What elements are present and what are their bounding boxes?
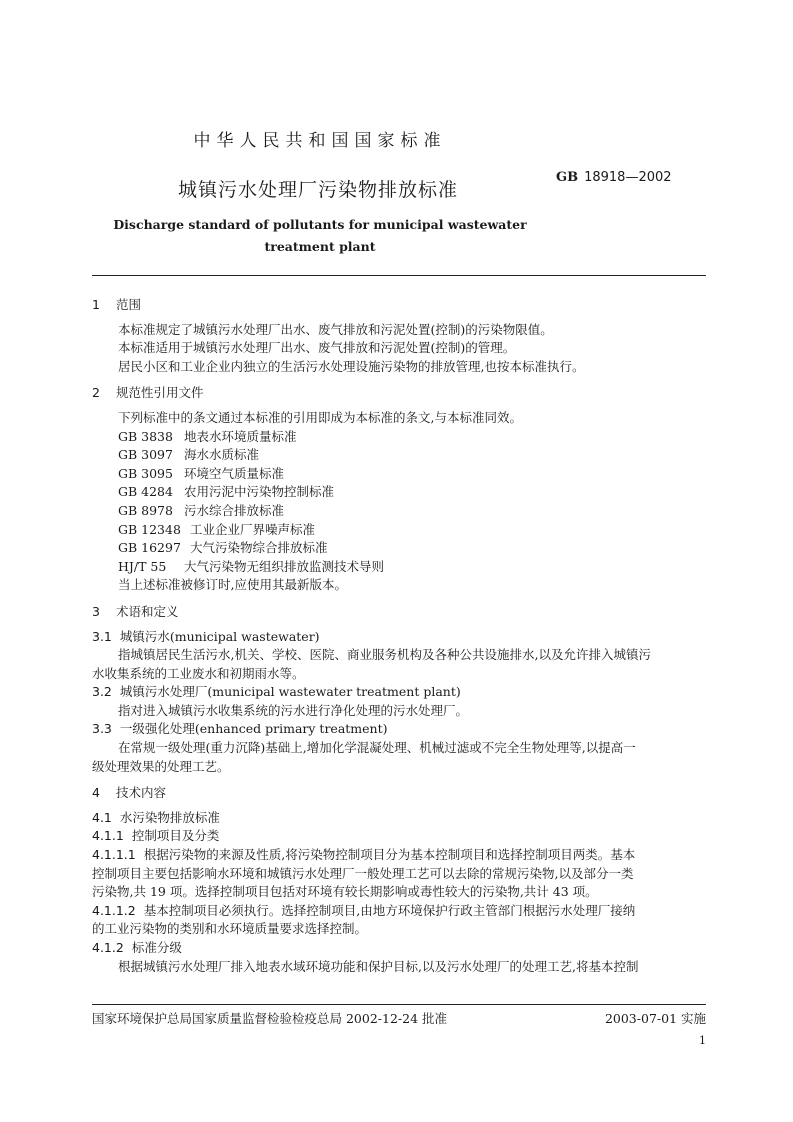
standard-title-en <box>0 214 640 258</box>
term-heading <box>92 720 706 739</box>
clause-text: 基本控制项目必须执行。选择控制项目,由地方环境保护行政主管部门根据污水处理厂接纳 <box>143 902 636 918</box>
reference-code: GB 3095 <box>118 465 173 481</box>
term-number: 3.3 <box>92 721 112 737</box>
standard-code-prefix: GB <box>556 170 579 185</box>
paragraph: 的工业污染物的类别和水环境质量要求选择控制。 <box>92 921 368 937</box>
reference-name: 大气污染物无组织排放监测技术导则 <box>184 558 385 574</box>
document-body <box>92 296 706 976</box>
paragraph: 本标准适用于城镇污水处理厂出水、废气排放和污泥处置(控制)的管理。 <box>118 340 516 356</box>
reference-name: 大气污染物综合排放标准 <box>190 540 328 556</box>
title-en-line-1: Discharge standard of pollutants for municipal wastewater <box>113 217 527 232</box>
approval-note: 国家环境保护总局国家质量监督检验检疫总局 2002-12-24 批准 <box>92 1011 448 1026</box>
reference-item <box>92 502 706 521</box>
header-divider <box>92 275 706 276</box>
clause-title: 水污染物排放标准 <box>119 809 220 825</box>
reference-name: 环境空气质量标准 <box>184 465 285 481</box>
reference-item <box>92 521 706 540</box>
section-number: 2 <box>92 385 100 401</box>
clause-number: 4.1.1.1 <box>92 847 136 863</box>
reference-code: GB 3838 <box>118 428 173 444</box>
reference-name: 农用污泥中污染物控制标准 <box>184 484 335 500</box>
section-title: 规范性引用文件 <box>116 385 204 401</box>
paragraph: 居民小区和工业企业内独立的生活污水处理设施污染物的排放管理,也按本标准执行。 <box>118 358 585 374</box>
paragraph: 本标准规定了城镇污水处理厂出水、废气排放和污泥处置(控制)的污染物限值。 <box>118 321 553 337</box>
reference-item <box>92 465 706 484</box>
reference-item <box>92 539 706 558</box>
section-heading <box>92 384 706 403</box>
clause-title: 标准分级 <box>131 940 182 955</box>
paragraph: 级处理效果的处理工艺。 <box>92 758 230 774</box>
clause-number: 4.1 <box>92 809 112 825</box>
reference-name: 工业企业厂界噪声标准 <box>190 521 316 537</box>
clause-number: 4.1.2 <box>92 940 124 955</box>
clause-number: 4.1.1 <box>92 828 124 844</box>
paragraph: 在常规一级处理(重力沉降)基础上,增加化学混凝处理、机械过滤或不完全生物处理等,以提高一 <box>118 740 636 756</box>
reference-code: GB 4284 <box>118 484 173 500</box>
reference-code: GB 16297 <box>118 540 181 556</box>
term-title: 城镇污水处理厂(municipal wastewater treatment plant) <box>119 684 461 700</box>
section-title: 技术内容 <box>116 785 167 801</box>
paragraph: 下列标准中的条文通过本标准的引用即成为本标准的条文,与本标准同效。 <box>118 409 522 425</box>
reference-name: 海水水质标准 <box>184 447 260 463</box>
paragraph: 根据城镇污水处理厂排入地表水域环境功能和保护目标,以及污水处理厂的处理工艺,将基本控制 <box>118 958 639 974</box>
paragraph: 指对进入城镇污水收集系统的污水进行净化处理的污水处理厂。 <box>118 702 469 718</box>
clause-heading <box>92 809 706 828</box>
reference-code: GB 3097 <box>118 447 173 463</box>
term-heading <box>92 683 706 702</box>
clause-paragraph <box>92 902 706 921</box>
term-title: 城镇污水(municipal wastewater) <box>119 628 320 644</box>
paragraph: 污染物,共 19 项。选择控制项目包括对环境有较长期影响或毒性较大的污染物,共计 43 项。 <box>92 884 598 900</box>
reference-item <box>92 558 706 577</box>
term-title: 一级强化处理(enhanced primary treatment) <box>119 721 388 737</box>
clause-text: 根据污染物的来源及性质,将污染物控制项目分为基本控制项目和选择控制项目两类。基本 <box>143 847 636 863</box>
paragraph: 指城镇居民生活污水,机关、学校、医院、商业服务机构及各种公共设施排水,以及允许排入城镇污 <box>118 647 651 663</box>
reference-name: 地表水环境质量标准 <box>184 428 297 444</box>
clause-heading <box>92 827 706 846</box>
clause-paragraph <box>92 846 706 865</box>
standard-code <box>556 170 672 185</box>
section-title: 术语和定义 <box>116 603 179 619</box>
section-title: 范围 <box>116 297 142 312</box>
section-number: 3 <box>92 603 100 619</box>
clause-number: 4.1.1.2 <box>92 902 136 918</box>
section-heading <box>92 603 706 622</box>
reference-item <box>92 428 706 447</box>
reference-code: GB 8978 <box>118 502 173 518</box>
paragraph: 当上述标准被修订时,应使用其最新版本。 <box>118 577 347 593</box>
footer-divider <box>92 1004 706 1005</box>
title-en-line-2: treatment plant <box>264 239 376 254</box>
section-heading <box>92 296 706 315</box>
standard-code-number: 18918—2002 <box>584 170 672 185</box>
reference-name: 污水综合排放标准 <box>184 502 285 518</box>
term-number: 3.1 <box>92 628 112 644</box>
country-standard-heading: 中华人民共和国国家标准 <box>193 131 447 151</box>
term-number: 3.2 <box>92 684 112 700</box>
standard-title-cn: 城镇污水处理厂污染物排放标准 <box>178 179 459 201</box>
reference-item <box>92 446 706 465</box>
page-number: 1 <box>699 1034 706 1047</box>
paragraph: 控制项目主要包括影响水环境和城镇污水处理厂一般处理工艺可以去除的常规污染物,以及部分一类 <box>92 865 634 881</box>
effective-date: 2003-07-01 实施 <box>604 1011 706 1026</box>
term-heading <box>92 628 706 647</box>
reference-item <box>92 483 706 502</box>
section-heading <box>92 784 706 803</box>
paragraph: 水收集系统的工业废水和初期雨水等。 <box>92 665 305 681</box>
section-number: 4 <box>92 785 100 801</box>
clause-title: 控制项目及分类 <box>131 828 220 844</box>
reference-code: GB 12348 <box>118 521 181 537</box>
section-number: 1 <box>92 297 100 312</box>
reference-code: HJ/T 55 <box>118 558 167 574</box>
clause-heading <box>92 939 706 958</box>
